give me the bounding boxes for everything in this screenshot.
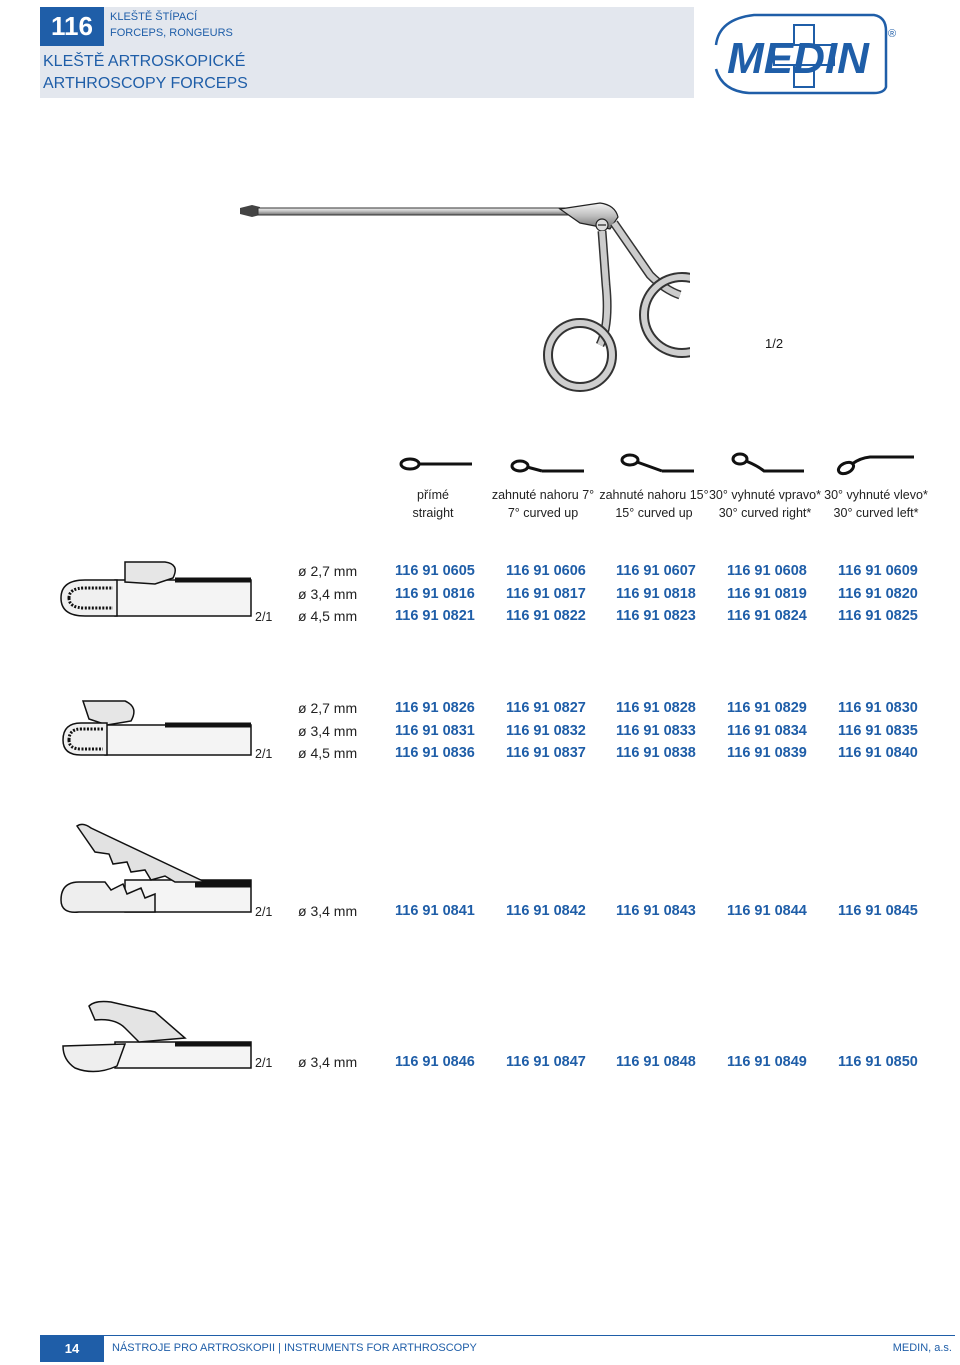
- product-code: 116 91 0847: [506, 1054, 586, 1070]
- product-code: 116 91 0845: [838, 903, 918, 919]
- table-1-scale: 2/1: [255, 610, 273, 624]
- table-3-size-row-1: ø 3,4 mm: [298, 903, 358, 919]
- column-header-straight: přímé straight: [412, 488, 454, 520]
- product-code: 116 91 0831: [395, 723, 475, 739]
- product-code: 116 91 0816: [395, 586, 475, 602]
- product-code: 116 91 0830: [838, 700, 918, 716]
- product-code: 116 91 0832: [506, 723, 586, 739]
- product-code: 116 91 0850: [838, 1054, 918, 1070]
- jaw-spoon-icon: [55, 998, 255, 1078]
- table-2-size-row-3: ø 4,5 mm: [298, 745, 358, 761]
- illustration-scale: 1/2: [765, 336, 784, 351]
- category-cz: KLEŠTĚ ŠTÍPACÍ: [110, 11, 198, 23]
- table-4-scale: 2/1: [255, 1056, 273, 1070]
- product-code: 116 91 0820: [838, 586, 918, 602]
- tip-curved-15-icon: [618, 452, 698, 476]
- column-header-curved-7: zahnuté nahoru 7° 7° curved up: [491, 488, 595, 520]
- product-code: 116 91 0824: [727, 608, 807, 624]
- product-code: 116 91 0825: [838, 608, 918, 624]
- product-code: 116 91 0827: [506, 700, 586, 716]
- jaw-serrated-oval-icon: [55, 558, 255, 638]
- product-code: 116 91 0823: [616, 608, 696, 624]
- page-title-en: ARTHROSCOPY FORCEPS: [43, 75, 248, 92]
- product-code: 116 91 0846: [395, 1054, 475, 1070]
- product-code: 116 91 0833: [616, 723, 696, 739]
- category-en: FORCEPS, RONGEURS: [110, 27, 233, 39]
- column-header-curved-left: 30° vyhnuté vlevo* 30° curved left*: [824, 488, 928, 520]
- page-title-cz: KLEŠTĚ ARTROSKOPICKÉ: [43, 53, 246, 70]
- product-code: 116 91 0840: [838, 745, 918, 761]
- product-code: 116 91 0836: [395, 745, 475, 761]
- jaw-serrated-round-icon: [55, 695, 255, 775]
- product-code: 116 91 0818: [616, 586, 696, 602]
- footer-divider: [40, 1335, 955, 1336]
- product-code: 116 91 0838: [616, 745, 696, 761]
- logo-registered-mark: ®: [888, 28, 897, 40]
- product-code: 116 91 0839: [727, 745, 807, 761]
- product-code: 116 91 0829: [727, 700, 807, 716]
- product-code: 116 91 0608: [727, 563, 807, 579]
- product-code: 116 91 0822: [506, 608, 586, 624]
- product-code: 116 91 0843: [616, 903, 696, 919]
- table-1-size-row-2: ø 3,4 mm: [298, 586, 358, 602]
- product-code: 116 91 0605: [395, 563, 475, 579]
- column-header-curved-right: 30° vyhnuté vpravo* 30° curved right*: [708, 488, 821, 520]
- product-code: 116 91 0826: [395, 700, 475, 716]
- product-code: 116 91 0834: [727, 723, 807, 739]
- product-code: 116 91 0607: [616, 563, 696, 579]
- product-code: 116 91 0841: [395, 903, 475, 919]
- table-2-size-row-2: ø 3,4 mm: [298, 723, 358, 739]
- product-code: 116 91 0606: [506, 563, 586, 579]
- tip-curved-right-icon: [728, 452, 808, 476]
- table-2-scale: 2/1: [255, 747, 273, 761]
- product-code: 116 91 0835: [838, 723, 918, 739]
- product-code: 116 91 0848: [616, 1054, 696, 1070]
- product-code: 116 91 0609: [838, 563, 918, 579]
- product-code: 116 91 0844: [727, 903, 807, 919]
- medin-logo: [694, 7, 904, 98]
- product-code: 116 91 0837: [506, 745, 586, 761]
- table-3-scale: 2/1: [255, 905, 273, 919]
- table-1-size-row-3: ø 4,5 mm: [298, 608, 358, 624]
- page-number: 14: [40, 1336, 104, 1362]
- column-header-curved-15: zahnuté nahoru 15° 15° curved up: [599, 488, 709, 520]
- jaw-toothed-icon: [55, 820, 255, 930]
- tip-curved-7-icon: [508, 452, 588, 476]
- table-2-size-row-1: ø 2,7 mm: [298, 700, 358, 716]
- chapter-number: 116: [40, 7, 104, 46]
- product-code: 116 91 0828: [616, 700, 696, 716]
- product-code: 116 91 0821: [395, 608, 475, 624]
- footer-company: MEDIN, a.s.: [892, 1342, 952, 1354]
- footer-section: NÁSTROJE PRO ARTROSKOPII | INSTRUMENTS FOR ARTHROSCOPY: [112, 1342, 477, 1354]
- product-code: 116 91 0842: [506, 903, 586, 919]
- table-1-size-row-1: ø 2,7 mm: [298, 563, 358, 579]
- table-4-size-row-1: ø 3,4 mm: [298, 1054, 358, 1070]
- product-code: 116 91 0849: [727, 1054, 807, 1070]
- tip-straight-icon: [396, 452, 476, 476]
- product-code: 116 91 0817: [506, 586, 586, 602]
- product-code: 116 91 0819: [727, 586, 807, 602]
- forceps-illustration: [230, 195, 690, 405]
- logo-text: MEDIN: [727, 34, 869, 83]
- tip-curved-left-icon: [836, 452, 916, 476]
